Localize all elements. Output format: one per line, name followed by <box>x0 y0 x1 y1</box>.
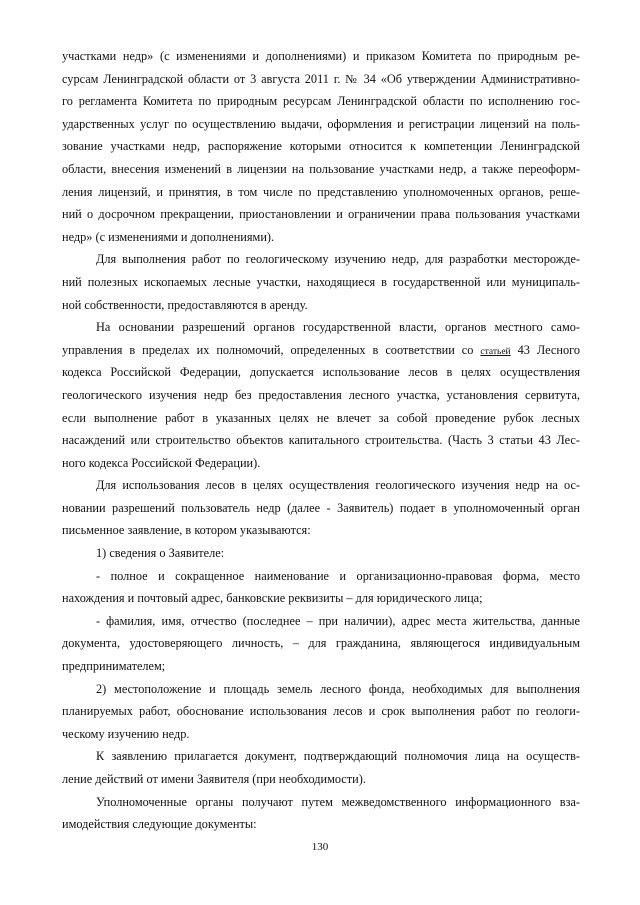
text-line: нахождения и почтовый адрес, банковские реквизиты – для юридического лица; <box>62 591 483 606</box>
list-item: 2) местоположение и площадь земель лесного фонда, необходимых для выполнения <box>96 681 580 696</box>
text-line: геологического изучения недр без предоставления лесного участка, установления сервитута, <box>62 387 580 402</box>
text-line: кодекса Российской Федерации, допускается использование лесов в целях осуществления <box>62 365 580 380</box>
text-line: ного кодекса Российской Федерации). <box>62 455 261 470</box>
text-line: области, внесения изменений в лицензии на пользование участками недр, а также переоформ- <box>62 161 580 176</box>
text-line: ной собственности, предоставляются в аренду. <box>62 297 308 312</box>
text-line: документа, удостоверяющего личность, – для гражданина, являющегося индивидуальным <box>62 636 580 651</box>
document-body <box>62 45 580 836</box>
text-line: ление действий от имени Заявителя (при необходимости). <box>62 772 366 786</box>
text-line: зование участками недр, распоряжение которыми относится к компетенции Ленинградской <box>62 139 580 154</box>
text-line: недр» (с изменениями и дополнениями). <box>62 229 275 244</box>
text-line: - фамилия, имя, отчество (последнее – при наличии), адрес места жительства, данные <box>96 613 580 628</box>
text-line: Уполномоченные органы получают путем межведомственного информационного вза- <box>96 794 580 809</box>
text-fragment: 43 Лесного <box>517 342 580 357</box>
text-fragment: управления в пределах их полномочий, определенных в соответствии со <box>62 342 474 357</box>
text-line: ления лицензий, и принятия, в том числе по представлению уполномоченных органов, реше- <box>62 184 580 199</box>
text-line: имодействия следующие документы: <box>62 817 257 832</box>
text-line: ческому изучению недр. <box>62 726 190 741</box>
text-line: - полное и сокращенное наименование и организационно-правовая форма, место <box>96 568 580 583</box>
page-number: 130 <box>311 841 329 853</box>
text-line: го регламента Комитета по природным ресурсам Ленинградской области по исполнению гос- <box>62 94 580 109</box>
text-line: ний о досрочном прекращении, приостановлении и ограничении права пользования участками <box>62 207 580 222</box>
text-line: Для выполнения работ по геологическому изучению недр, для разработки месторожде- <box>96 252 580 267</box>
text-line: участками недр» (с изменениями и дополнениями) и приказом Комитета по природным ре- <box>62 49 580 63</box>
article-link[interactable]: статьей <box>480 346 511 357</box>
text-line: письменное заявление, в котором указываются: <box>62 523 311 538</box>
text-line: предпринимателем; <box>62 659 166 674</box>
text-line: На основании разрешений органов государственной власти, органов местного само- <box>96 320 580 335</box>
list-item: 1) сведения о Заявителе: <box>96 546 225 561</box>
text-line: если выполнение работ в указанных целях не влечет за собой проведение рубок лесных <box>62 410 580 425</box>
text-line: ударственных услуг по осуществлению выдачи, оформления и регистрации лицензий на поль- <box>62 116 580 131</box>
text-line <box>62 339 580 362</box>
text-line: планируемых работ, обоснование использования лесов и срок выполнения работ по геологи- <box>62 704 580 719</box>
text-line: ний полезных ископаемых лесные участки, находящиеся в государственной или муниципаль- <box>62 274 580 289</box>
text-line: сурсам Ленинградской области от 3 августа 2011 г. № 34 «Об утверждении Административно- <box>62 71 580 86</box>
text-line: новании разрешений пользователь недр (далее - Заявитель) подает в уполномоченный орган <box>62 500 580 515</box>
text-line: насаждений или строительство объектов капитального строительства. (Часть 3 статьи 43 Лес- <box>62 433 580 448</box>
text-line: К заявлению прилагается документ, подтверждающий полномочия лица на осуществ- <box>96 749 580 764</box>
text-line: Для использования лесов в целях осуществления геологического изучения недр на ос- <box>96 478 580 493</box>
